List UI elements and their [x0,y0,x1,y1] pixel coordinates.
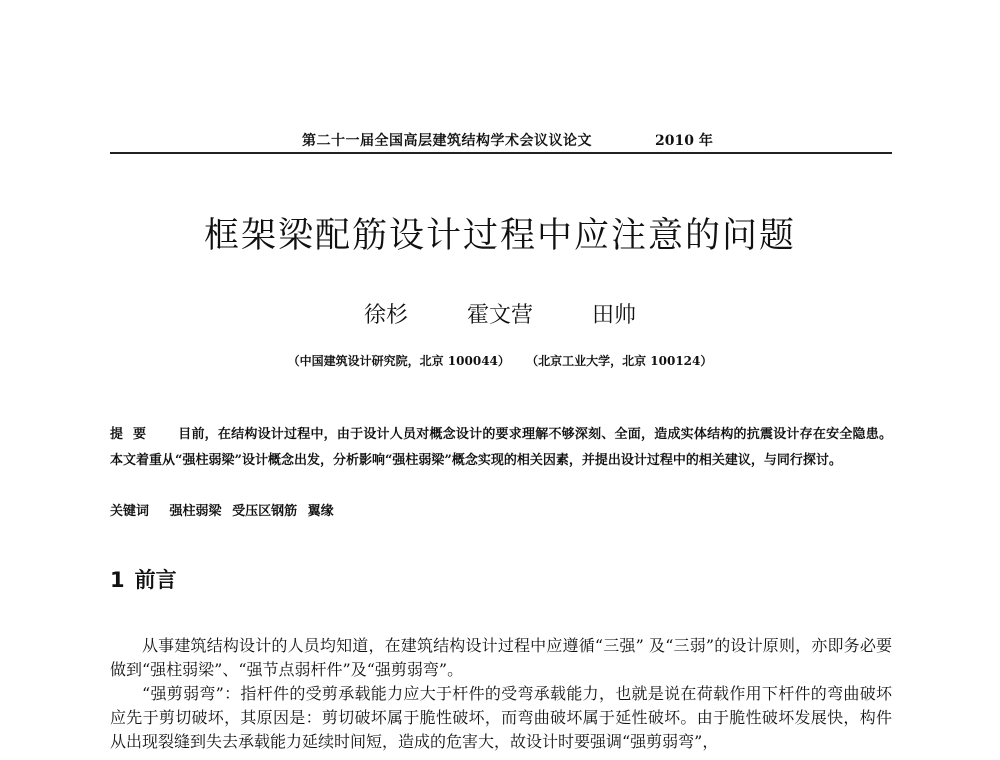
author-name: 霍文营 [466,303,533,328]
keyword: 受压区钢筋 [232,504,298,519]
author-name: 田帅 [592,303,637,328]
section-heading [110,564,177,594]
affiliation-list [0,352,1000,369]
running-header [110,128,892,152]
abstract [110,422,892,474]
conference-year: 2010 年 [655,133,713,149]
author-name: 徐杉 [363,303,408,328]
header-rule [110,152,892,154]
keyword: 强柱弱梁 [169,504,222,519]
abstract-label: 提要 [110,427,157,442]
abstract-text: 目前，在结构设计过程中，由于设计人员对概念设计的要求理解不够深刻、全面，造成实体结构的抗震设计存在安全隐患。本文着重从“强柱弱梁”设计概念出发，分析影响“强柱弱梁”概念实现的相关因素，并提出设计过程中的相关建议，与同行探讨。 [110,427,892,468]
affiliation: （中国建筑设计研究院，北京 100044） [287,354,510,368]
paper-title: 框架梁配筋设计过程中应注意的问题 [203,216,796,256]
paragraph: 从事建筑结构设计的人员均知道，在建筑结构设计过程中应遵循“三强” 及“三弱”的设计原则，亦即务必要做到“强柱弱梁”、“强节点弱杆件”及“强剪弱弯”。 [110,636,892,679]
conference-name: 第二十一届全国高层建筑结构学术会议议论文 [302,133,592,149]
keyword: 翼缘 [307,504,334,519]
author-list [0,298,1000,329]
body-text [110,634,892,754]
paragraph: “强剪弱弯”：指杆件的受剪承载能力应大于杆件的受弯承载能力，也就是说在荷载作用下杆件的弯曲破坏应先于剪切破坏，其原因是：剪切破坏属于脆性破坏，而弯曲破坏属于延性破坏。由于脆性破坏发展快，构件从出现裂缝到失去承载能力延续时间短，造成的危害大，故设计时要强调“强剪弱弯”， [110,684,892,751]
affiliation: （北京工业大学，北京 100124） [526,354,713,368]
section-number: 1 [110,568,125,592]
keywords-label: 关键词 [110,504,150,519]
keywords [110,500,892,519]
section-title: 前言 [134,568,177,592]
